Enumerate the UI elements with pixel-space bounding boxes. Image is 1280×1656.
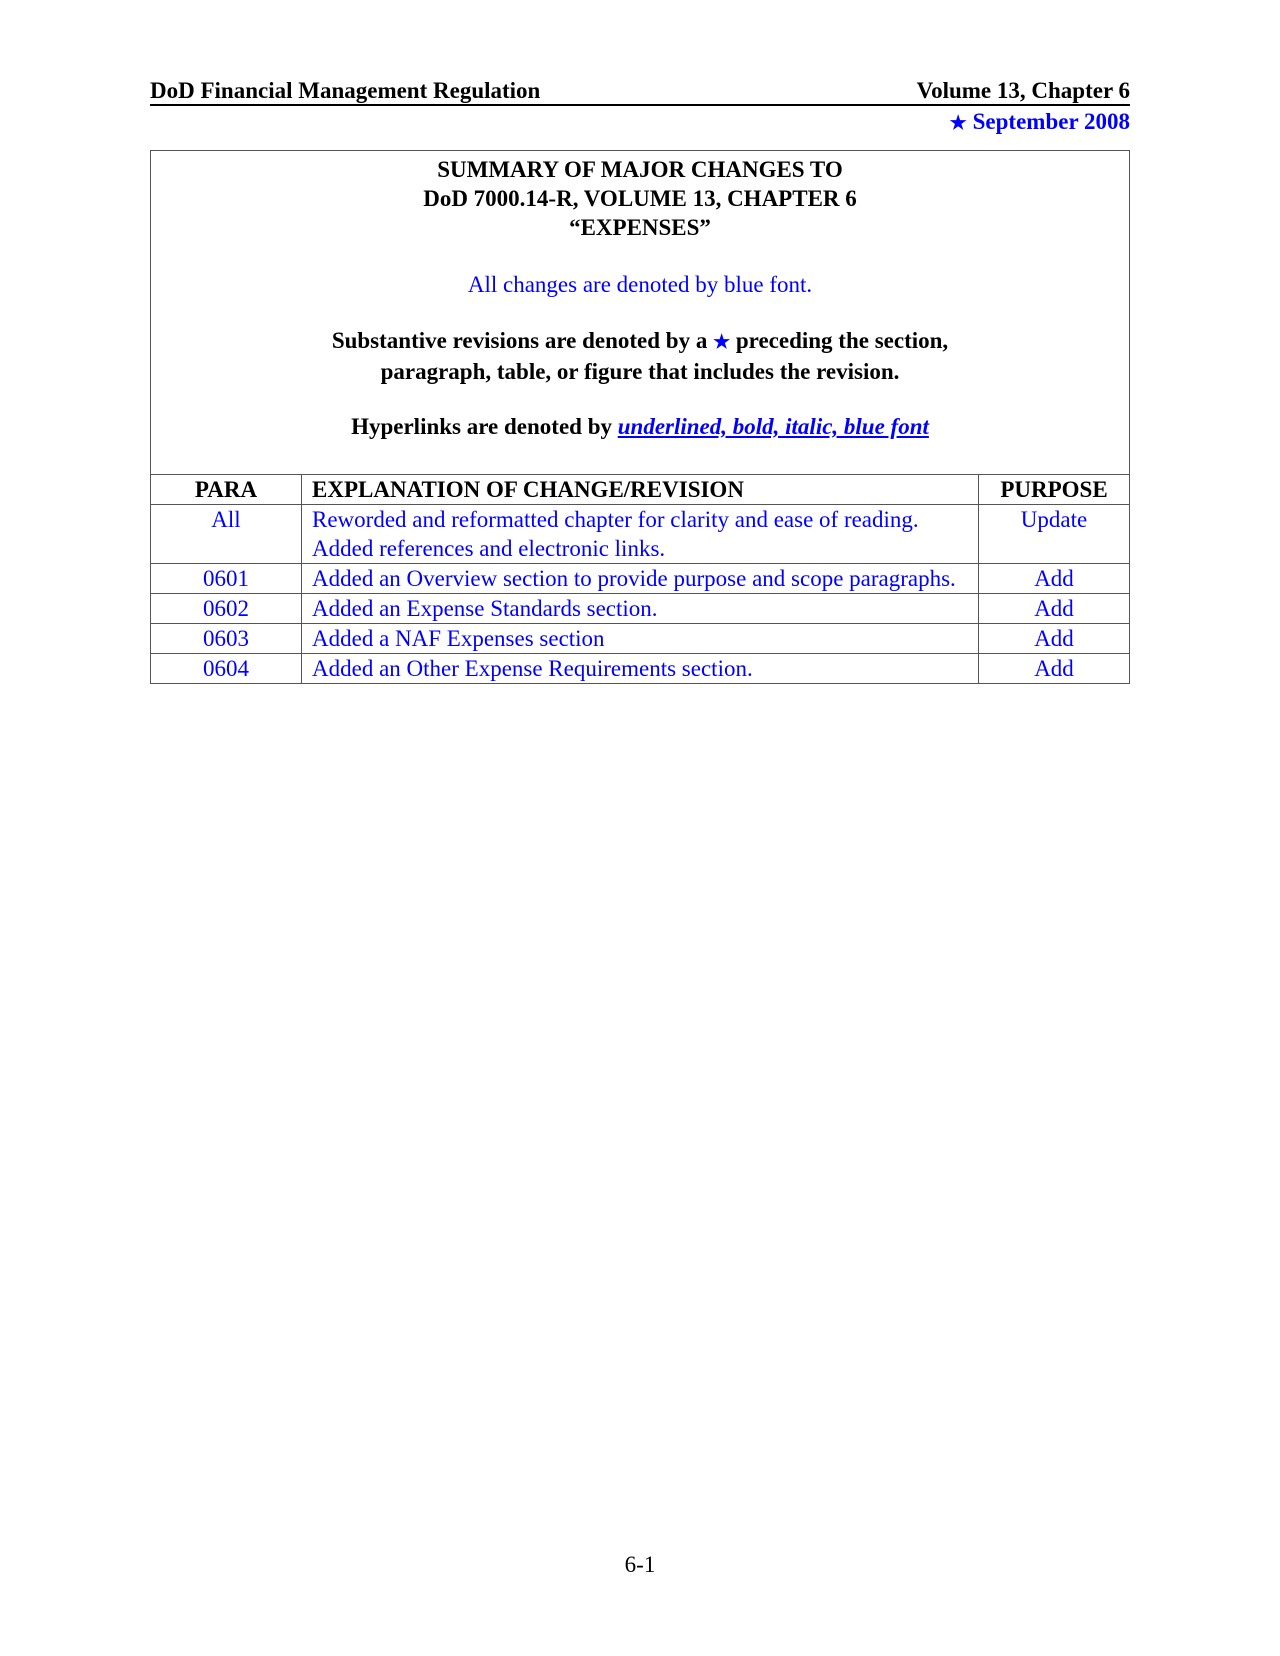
page-number: 6-1 xyxy=(624,1552,656,1577)
column-header-para: PARA xyxy=(151,475,302,505)
cell-para: All xyxy=(151,505,302,564)
summary-title-line-1: SUMMARY OF MAJOR CHANGES TO xyxy=(437,157,843,182)
header-row xyxy=(150,78,1130,106)
revisions-note-part-2: preceding the section, xyxy=(735,328,949,353)
cell-purpose: Add xyxy=(979,594,1130,624)
cell-para: 0604 xyxy=(151,654,302,684)
cell-purpose: Add xyxy=(979,624,1130,654)
table-row xyxy=(151,654,1130,684)
cell-purpose: Add xyxy=(979,654,1130,684)
regulation-title: DoD Financial Management Regulation xyxy=(150,78,541,103)
summary-title-line-3: “EXPENSES” xyxy=(569,215,711,240)
summary-box xyxy=(150,150,1130,475)
cell-para: 0602 xyxy=(151,594,302,624)
table-row xyxy=(151,594,1130,624)
date-text: September 2008 xyxy=(972,109,1130,134)
table-header-row xyxy=(151,475,1130,505)
star-icon: ★ xyxy=(713,332,731,353)
cell-explanation: Added an Expense Standards section. xyxy=(302,594,979,624)
cell-purpose: Update xyxy=(979,505,1130,564)
cell-explanation: Added a NAF Expenses section xyxy=(302,624,979,654)
cell-explanation: Reworded and reformatted chapter for clarity and ease of reading. Added references and electronic links. xyxy=(302,505,979,564)
changes-table xyxy=(150,474,1130,684)
revision-date xyxy=(150,108,1130,138)
revisions-note-line-2: paragraph, table, or figure that includes the revision. xyxy=(380,359,900,384)
blue-font-note: All changes are denoted by blue font. xyxy=(467,272,813,297)
star-icon: ★ xyxy=(949,113,967,134)
cell-para: 0601 xyxy=(151,564,302,594)
summary-title xyxy=(151,155,1129,242)
hyperlink-sample: underlined, bold, italic, blue font xyxy=(617,414,929,439)
revisions-note xyxy=(151,326,1129,386)
cell-explanation: Added an Other Expense Requirements section. xyxy=(302,654,979,684)
volume-chapter: Volume 13, Chapter 6 xyxy=(916,78,1130,103)
table-row xyxy=(151,564,1130,594)
summary-title-line-2: DoD 7000.14-R, VOLUME 13, CHAPTER 6 xyxy=(423,186,857,211)
table-row xyxy=(151,505,1130,564)
table-row xyxy=(151,624,1130,654)
column-header-purpose: PURPOSE xyxy=(979,475,1130,505)
hyperlinks-note-prefix: Hyperlinks are denoted by xyxy=(351,414,612,439)
cell-purpose: Add xyxy=(979,564,1130,594)
cell-explanation: Added an Overview section to provide purpose and scope paragraphs. xyxy=(302,564,979,594)
hyperlinks-note xyxy=(151,412,1129,441)
revisions-note-part-1: Substantive revisions are denoted by a xyxy=(331,328,708,353)
page-header xyxy=(150,78,1130,138)
column-header-explanation: EXPLANATION OF CHANGE/REVISION xyxy=(302,475,979,505)
cell-para: 0603 xyxy=(151,624,302,654)
